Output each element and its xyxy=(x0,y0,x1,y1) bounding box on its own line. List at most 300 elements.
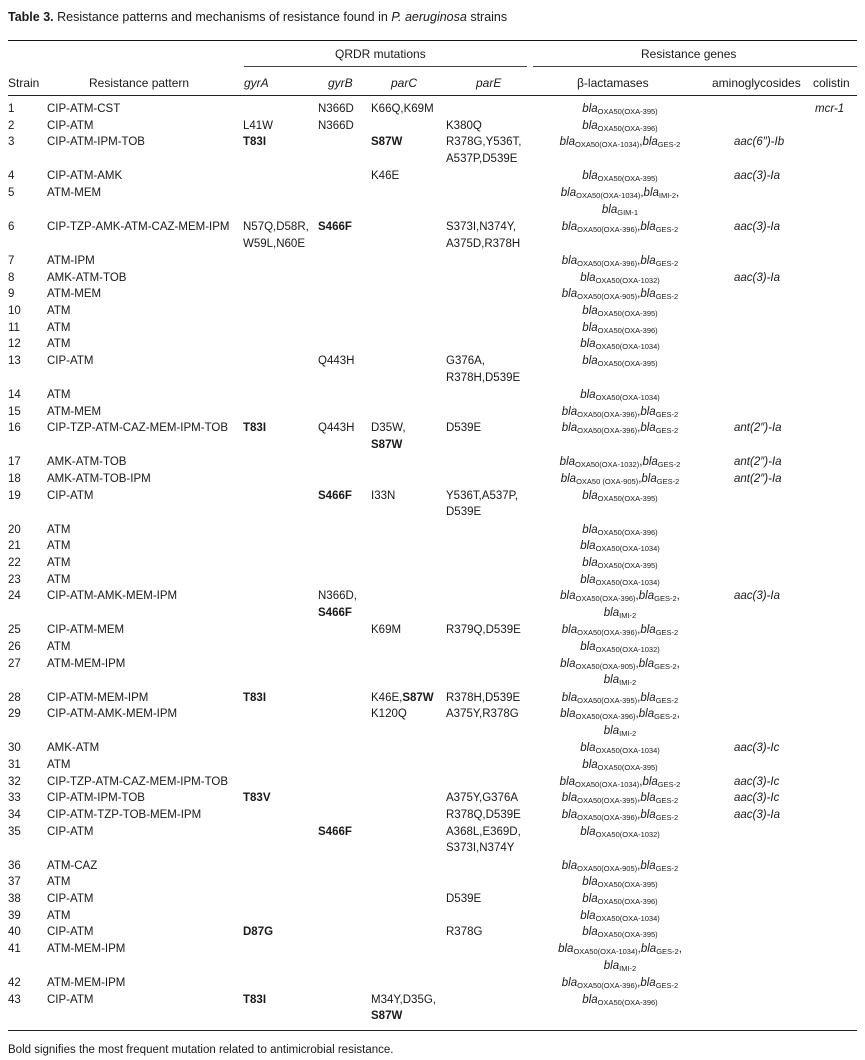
mutation-value: K380Q xyxy=(446,119,482,132)
header-parc: parC xyxy=(391,76,418,90)
gene-prefix: bla xyxy=(561,859,578,872)
strain-id: 5 xyxy=(8,187,15,199)
gene-prefix: bla xyxy=(582,556,598,569)
gene-variant: GES-2 xyxy=(655,980,679,990)
resistance-pattern: CIP-ATM-TZP-TOB-MEM-IPM xyxy=(47,808,202,821)
aminoglycoside-gene: aac(3)-Ic xyxy=(734,792,780,805)
gene-variant: OXA50(OXA-395) xyxy=(597,359,658,368)
gene-prefix: bla xyxy=(580,573,596,586)
gene-prefix: bla xyxy=(582,758,598,771)
gene-variant: OXA50(OXA-395) xyxy=(597,930,658,940)
gene-prefix: bla xyxy=(601,203,618,216)
gene-variant: OXA50(OXA-395) xyxy=(577,796,638,806)
aminoglycoside-gene: aac(3)-Ia xyxy=(734,170,781,183)
gene-variant: GES-2 xyxy=(655,292,679,302)
mutation-parc xyxy=(371,690,434,707)
strain-id: 41 xyxy=(8,943,21,955)
mutation-value: N366D, xyxy=(318,590,357,603)
gene-variant: OXA50(OXA-396) xyxy=(577,980,638,990)
gene-variant: OXA50(OXA-905) xyxy=(577,292,638,302)
gene-prefix: bla xyxy=(582,892,598,905)
strain-id: 21 xyxy=(8,540,21,553)
colistin-gene: mcr-1 xyxy=(815,103,845,115)
gene-variant: GES-2 xyxy=(656,947,679,956)
qrdr-group-rule xyxy=(244,66,527,67)
mutation-parc xyxy=(371,1008,402,1025)
gene-variant: GES-2 xyxy=(655,695,679,705)
gene-variant: GES-2 xyxy=(657,140,681,150)
resistance-pattern: CIP-ATM-AMK-MEM-IPM xyxy=(47,590,178,603)
frequent-mutation: D87G xyxy=(243,926,274,939)
gene-variant: OXA50(OXA-396) xyxy=(597,123,658,133)
bottom-rule xyxy=(8,1030,857,1031)
gene-variant: OXA50(OXA-396) xyxy=(597,325,658,335)
mutation-pare xyxy=(446,151,517,168)
strain-id: 35 xyxy=(8,825,21,838)
resistance-pattern: CIP-ATM xyxy=(47,825,94,838)
gene-variant: OXA50(OXA-395) xyxy=(597,107,658,116)
mutation-value: R378H,D539E xyxy=(446,691,521,704)
gene-variant: OXA50(OXA-395) xyxy=(577,695,638,705)
mutation-pare xyxy=(446,504,481,521)
gene-prefix: bla xyxy=(561,808,578,821)
mutation-pare xyxy=(446,370,520,387)
gene-variant: OXA50(OXA-1034) xyxy=(576,191,641,200)
gene-variant: OXA50(OXA-395) xyxy=(597,560,658,570)
resistance-pattern: ATM xyxy=(47,556,71,569)
mutation-value: K46E xyxy=(371,170,400,183)
gene-variant: OXA50(OXA-396) xyxy=(577,812,638,822)
gene-variant: GES-2 xyxy=(655,409,679,419)
gene-prefix: bla xyxy=(640,792,656,805)
resistance-pattern: CIP-ATM-CST xyxy=(47,103,121,115)
gene-variant: IMI-2 xyxy=(619,963,637,973)
gene-variant: IMI-2 xyxy=(619,728,637,738)
beta-lactamase-genes: bla$_{OXA50(OXA-1034)}$,bla$_{GES-2}$ xyxy=(559,136,681,150)
strain-id: 12 xyxy=(8,338,21,351)
resistance-pattern: AMK-ATM-TOB xyxy=(47,271,127,284)
strain-id: 26 xyxy=(8,640,21,653)
gene-variant: GES-2 xyxy=(655,258,679,268)
header-genes-group: Resistance genes xyxy=(641,47,737,61)
resistance-pattern: ATM-MEM xyxy=(47,187,102,199)
strain-id: 17 xyxy=(8,456,21,469)
frequent-mutation: T83I xyxy=(243,422,267,435)
frequent-mutation: S87W xyxy=(402,691,434,704)
header-strain: Strain xyxy=(8,76,40,90)
beta-lactamase-genes: bla$_{OXA50(OXA-1034)}$,bla$_{GES-2}$ xyxy=(559,775,681,789)
mutation-value: Q443H xyxy=(318,422,355,435)
frequent-mutation: S466F xyxy=(318,825,352,838)
mutation-pare xyxy=(446,134,521,151)
beta-lactamase-genes: bla$_{OXA50(OXA-396)}$,bla$_{GES-2}$ xyxy=(561,405,679,419)
strain-id: 38 xyxy=(8,892,21,905)
strain-id: 15 xyxy=(8,405,21,418)
gene-variant: OXA50(OXA-1032) xyxy=(595,829,660,839)
top-rule xyxy=(8,40,857,41)
resistance-pattern: ATM xyxy=(47,388,71,401)
strain-id: 4 xyxy=(8,170,15,183)
beta-lactamase-genes xyxy=(520,488,720,508)
strain-id: 27 xyxy=(8,657,21,670)
gene-variant: GES-2 xyxy=(655,628,679,638)
mutation-value: Y536T,A537P, xyxy=(446,489,519,502)
gene-variant: GES-2 xyxy=(654,594,677,604)
gene-prefix: bla xyxy=(643,187,659,199)
strain-id: 7 xyxy=(8,254,15,267)
resistance-pattern: CIP-ATM-MEM xyxy=(47,624,125,637)
mutation-value: L41W xyxy=(243,119,274,132)
mutation-value: A368L,E369D, xyxy=(446,825,521,838)
mutation-gyra xyxy=(243,790,271,807)
mutation-parc xyxy=(371,706,407,723)
mutation-value: S373I,N374Y, xyxy=(446,220,517,233)
resistance-pattern: ATM xyxy=(47,640,71,653)
resistance-pattern: CIP-ATM-AMK-MEM-IPM xyxy=(47,708,178,721)
strain-id: 11 xyxy=(8,321,20,334)
mutation-value: R378H,D539E xyxy=(446,371,521,384)
gene-prefix: bla xyxy=(582,304,598,317)
gene-variant: OXA50(OXA-1034) xyxy=(595,392,660,402)
strain-id: 36 xyxy=(8,859,21,872)
mutation-gyrb xyxy=(318,588,357,605)
mutation-value: D539E xyxy=(446,506,482,519)
header-beta-lactamases: β-lactamases xyxy=(577,76,649,90)
beta-lactamase-genes: bla$_{OXA50(OXA-905)}$,bla$_{GES-2}$, xyxy=(560,657,680,671)
gene-variant: OXA50(OXA-1032) xyxy=(595,644,660,654)
mutation-value: A537P,D539E xyxy=(446,153,518,166)
mutation-pare xyxy=(446,219,516,236)
mutation-value: G376A, xyxy=(446,355,485,367)
mutation-parc xyxy=(371,488,395,505)
gene-prefix: bla xyxy=(561,976,578,989)
gene-variant: OXA50(OXA-396) xyxy=(575,712,636,722)
gene-variant: OXA50(OXA-1034) xyxy=(573,947,638,956)
gene-variant: OXA50(OXA-396) xyxy=(597,997,658,1007)
gene-prefix: bla xyxy=(640,943,657,955)
beta-lactamase-genes: bla$_{OXA50(OXA-1034)}$,bla$_{IMI-2}$, xyxy=(560,187,680,200)
mutation-value: S373I,N374Y xyxy=(446,842,515,855)
resistance-pattern: CIP-ATM xyxy=(47,119,94,132)
strain-id: 14 xyxy=(8,388,21,401)
strain-id: 31 xyxy=(8,758,21,771)
strain-id: 39 xyxy=(8,909,21,922)
gene-variant: GES-2 xyxy=(656,476,680,486)
gene-variant: OXA50(OXA-1034) xyxy=(595,577,660,587)
strain-id: 16 xyxy=(8,422,21,435)
aminoglycoside-gene: aac(3)-Ia xyxy=(734,220,781,233)
aminoglycoside-gene: aac(3)-Ic xyxy=(734,775,780,788)
strain-id: 3 xyxy=(8,136,15,149)
beta-lactamase-genes: bla$_{OXA50 (OXA-905)}$,bla$_{GES-2}$ xyxy=(560,472,680,486)
mutation-gyra xyxy=(243,992,266,1009)
frequent-mutation: T83V xyxy=(243,792,271,805)
resistance-pattern: ATM xyxy=(47,338,71,351)
strain-id: 24 xyxy=(8,590,21,603)
gene-prefix: bla xyxy=(582,489,598,502)
gene-variant: GES-2 xyxy=(655,224,679,234)
gene-prefix: bla xyxy=(560,708,576,721)
resistance-pattern: ATM-MEM xyxy=(47,288,102,301)
resistance-pattern: ATM xyxy=(47,876,71,889)
mutation-value: R378Q,D539E xyxy=(446,808,521,821)
strain-id: 23 xyxy=(8,573,21,586)
gene-prefix: bla xyxy=(561,624,578,637)
header-gyrb: gyrB xyxy=(328,76,353,90)
gene-variant: IMI-2 xyxy=(619,678,637,688)
gene-prefix: bla xyxy=(582,926,598,939)
resistance-pattern: ATM xyxy=(47,573,71,586)
mutation-gyra xyxy=(243,134,266,151)
frequent-mutation: S87W xyxy=(371,1010,403,1023)
resistance-pattern: CIP-TZP-AMK-ATM-CAZ-MEM-IPM xyxy=(47,220,230,233)
beta-lactamase-genes: bla$_{OXA50(OXA-396)}$,bla$_{GES-2}$, xyxy=(560,590,680,604)
gene-variant: OXA50(OXA-396) xyxy=(597,527,658,537)
frequent-mutation: T83I xyxy=(243,691,267,704)
frequent-mutation: S87W xyxy=(371,136,403,149)
resistance-pattern: ATM xyxy=(47,304,71,317)
gene-variant: GES-2 xyxy=(655,863,679,873)
mutation-value: K46E, xyxy=(371,691,403,704)
gene-prefix: bla xyxy=(582,876,598,889)
frequent-mutation: S87W xyxy=(371,439,403,451)
gene-prefix: bla xyxy=(561,405,578,418)
frequent-mutation: T83I xyxy=(243,136,267,149)
resistance-pattern: ATM xyxy=(47,523,71,536)
mutation-pare xyxy=(446,622,521,639)
header-resistance-pattern: Resistance pattern xyxy=(89,76,190,90)
strain-id: 34 xyxy=(8,808,21,821)
gene-variant: OXA50(OXA-396) xyxy=(577,224,638,234)
mutation-pare xyxy=(446,706,519,723)
gene-prefix: bla xyxy=(642,775,658,788)
mutation-gyra xyxy=(243,118,273,135)
gene-prefix: bla xyxy=(561,792,578,805)
beta-lactamase-genes xyxy=(520,824,720,844)
strain-id: 25 xyxy=(8,624,21,637)
gene-variant: OXA50(OXA-905) xyxy=(577,863,638,873)
mutation-parc xyxy=(371,420,406,437)
gene-prefix: bla xyxy=(638,708,655,721)
gene-prefix: bla xyxy=(603,959,620,972)
gene-prefix: bla xyxy=(640,691,656,704)
gene-prefix: bla xyxy=(638,657,655,670)
gene-variant: GES-2 xyxy=(657,460,681,470)
mutation-gyrb xyxy=(318,488,352,505)
gene-prefix: bla xyxy=(582,355,598,367)
resistance-pattern: ATM-MEM-IPM xyxy=(47,657,126,670)
mutation-pare xyxy=(446,824,521,841)
gene-prefix: bla xyxy=(558,943,574,955)
gene-variant: OXA50(OXA-396) xyxy=(597,896,658,906)
resistance-pattern: ATM xyxy=(47,909,71,922)
mutation-pare xyxy=(446,420,481,437)
mutation-parc xyxy=(371,101,434,118)
mutation-gyra xyxy=(243,420,266,437)
mutation-parc xyxy=(371,622,401,639)
mutation-value: R378G xyxy=(446,926,483,939)
mutation-gyrb xyxy=(318,353,354,370)
mutation-parc xyxy=(371,992,436,1009)
strain-id: 13 xyxy=(8,355,21,367)
mutation-pare xyxy=(446,488,518,505)
mutation-pare xyxy=(446,236,520,253)
gene-prefix: bla xyxy=(642,456,658,469)
gene-prefix: bla xyxy=(582,170,598,183)
strain-id: 40 xyxy=(8,926,21,939)
beta-lactamase-genes: bla$_{OXA50(OXA-905)}$,bla$_{GES-2}$ xyxy=(561,859,679,873)
aminoglycoside-gene: aac(3)-Ic xyxy=(734,742,780,755)
mutation-pare xyxy=(446,790,518,807)
gene-prefix: bla xyxy=(640,254,656,267)
mutation-gyra xyxy=(243,690,266,707)
strain-id: 18 xyxy=(8,472,21,485)
mutation-pare xyxy=(446,891,481,908)
gene-prefix: bla xyxy=(640,288,656,301)
mutation-pare xyxy=(446,840,514,857)
gene-prefix: bla xyxy=(582,103,598,115)
gene-prefix: bla xyxy=(560,657,576,670)
genes-group-rule xyxy=(533,66,857,67)
header-aminoglycosides: aminoglycosides xyxy=(712,76,801,90)
resistance-pattern: CIP-ATM xyxy=(47,355,94,367)
mutation-value: D539E xyxy=(446,422,482,435)
mutation-value: N57Q,D58R, xyxy=(243,220,309,233)
beta-lactamase-genes: bla$_{OXA50(OXA-395)}$,bla$_{GES-2}$ xyxy=(561,691,679,705)
gene-prefix: bla xyxy=(603,607,620,619)
gene-variant: OXA50(OXA-396) xyxy=(575,594,636,604)
strain-id: 22 xyxy=(8,556,21,569)
beta-lactamase-genes: bla$_{OXA50(OXA-395)}$,bla$_{GES-2}$ xyxy=(561,792,679,806)
mutation-gyrb xyxy=(318,118,354,135)
resistance-pattern: ATM-MEM-IPM xyxy=(47,943,126,955)
resistance-pattern: CIP-ATM xyxy=(47,892,94,905)
gene-prefix: bla xyxy=(561,254,578,267)
mutation-value: N366D xyxy=(318,119,354,132)
beta-lactamase-genes: bla$_{OXA50(OXA-396)}$,bla$_{GES-2}$ xyxy=(561,624,679,638)
gene-prefix: bla xyxy=(580,540,596,553)
mutation-gyrb xyxy=(318,824,352,841)
table-footnote: Bold signifies the most frequent mutation related to antimicrobial resistance. xyxy=(8,1044,394,1056)
mutation-gyrb xyxy=(318,101,354,118)
gene-prefix: bla xyxy=(582,321,598,334)
resistance-pattern: CIP-TZP-ATM-CAZ-MEM-IPM-TOB xyxy=(47,422,228,435)
beta-lactamase-genes: bla$_{OXA50(OXA-1032)}$,bla$_{GES-2}$ xyxy=(559,456,681,470)
gene-prefix: bla xyxy=(580,338,596,351)
resistance-pattern: CIP-ATM-MEM-IPM xyxy=(47,691,149,704)
gene-variant: OXA50(OXA-1034) xyxy=(595,913,660,923)
beta-lactamase-genes: bla$_{OXA50(OXA-396)}$,bla$_{GES-2}$ xyxy=(561,808,679,822)
frequent-mutation: S466F xyxy=(318,489,352,502)
gene-prefix: bla xyxy=(560,472,577,485)
gene-prefix: bla xyxy=(582,119,598,132)
gene-prefix: bla xyxy=(580,825,596,838)
mutation-value: A375D,R378H xyxy=(446,237,521,250)
header-rule xyxy=(8,95,857,96)
aminoglycoside-gene: ant(2″)-Ia xyxy=(734,422,782,435)
gene-prefix: bla xyxy=(560,590,576,603)
strain-id: 2 xyxy=(8,119,15,132)
gene-variant: OXA50(OXA-1032) xyxy=(575,460,640,470)
strain-id: 32 xyxy=(8,775,21,788)
resistance-pattern: CIP-ATM xyxy=(47,926,94,939)
gene-prefix: bla xyxy=(603,674,620,687)
gene-prefix: bla xyxy=(559,456,576,469)
beta-lactamase-genes xyxy=(520,992,720,1012)
mutation-value: Q443H xyxy=(318,355,355,367)
mutation-gyrb xyxy=(318,219,352,236)
resistance-pattern: ATM xyxy=(47,321,71,334)
mutation-value: D539E xyxy=(446,892,482,905)
strain-id: 8 xyxy=(8,271,15,284)
gene-prefix: bla xyxy=(642,136,658,149)
mutation-pare xyxy=(446,118,482,135)
mutation-value: K69M xyxy=(371,624,402,637)
resistance-pattern: ATM-IPM xyxy=(47,254,95,267)
frequent-mutation: T83I xyxy=(243,993,267,1006)
mutation-value: A375Y,R378G xyxy=(446,708,519,721)
resistance-pattern: CIP-TZP-ATM-CAZ-MEM-IPM-TOB xyxy=(47,775,228,788)
gene-variant: OXA50(OXA-396) xyxy=(577,258,638,268)
mutation-value: R378G,Y536T, xyxy=(446,136,522,149)
gene-prefix: bla xyxy=(580,909,596,922)
gene-variant: OXA50(OXA-395) xyxy=(597,880,658,890)
frequent-mutation: S466F xyxy=(318,607,352,619)
gene-prefix: bla xyxy=(603,724,620,737)
gene-variant: OXA50(OXA-395) xyxy=(597,174,658,184)
gene-prefix: bla xyxy=(580,388,596,401)
resistance-pattern: AMK-ATM-TOB xyxy=(47,456,127,469)
gene-variant: OXA50(OXA-1034) xyxy=(575,140,640,150)
beta-lactamase-genes: bla$_{OXA50(OXA-396)}$,bla$_{GES-2}$ xyxy=(561,254,679,268)
gene-variant: OXA50(OXA-1034) xyxy=(595,342,660,352)
gene-variant: OXA50(OXA-396) xyxy=(577,628,638,638)
gene-variant: GIM-1 xyxy=(617,207,639,217)
gene-variant: GES-2 xyxy=(657,779,681,789)
strain-id: 30 xyxy=(8,742,21,755)
header-qrdr-group: QRDR mutations xyxy=(335,47,426,61)
strain-id: 33 xyxy=(8,792,21,805)
gene-prefix: bla xyxy=(640,976,656,989)
mutation-value: R379Q,D539E xyxy=(446,624,521,637)
strain-id: 37 xyxy=(8,876,21,889)
gene-prefix: bla xyxy=(580,742,596,755)
aminoglycoside-gene: aac(6″)-Ib xyxy=(734,136,785,149)
gene-prefix: bla xyxy=(561,220,578,233)
beta-lactamase-genes: bla$_{OXA50(OXA-905)}$,bla$_{GES-2}$ xyxy=(561,288,679,302)
resistance-pattern: ATM-MEM-IPM xyxy=(47,976,126,989)
gene-variant: GES-2 xyxy=(654,712,677,722)
resistance-pattern: ATM-CAZ xyxy=(47,859,98,872)
mutation-value: D35W, xyxy=(371,422,406,435)
gene-prefix: bla xyxy=(638,590,655,603)
gene-variant: OXA50(OXA-1034) xyxy=(575,779,640,789)
resistance-pattern: CIP-ATM xyxy=(47,993,94,1006)
beta-lactamase-genes: bla$_{OXA50(OXA-396)}$,bla$_{GES-2}$, xyxy=(560,708,680,722)
beta-lactamase-genes xyxy=(520,353,720,373)
mutation-pare xyxy=(446,353,485,370)
gene-prefix: bla xyxy=(561,422,578,435)
mutation-gyrb xyxy=(318,420,354,437)
gene-prefix: bla xyxy=(582,993,598,1006)
mutation-value: I33N xyxy=(371,489,396,502)
gene-variant: OXA50(OXA-905) xyxy=(575,661,636,671)
mutation-pare xyxy=(446,924,482,941)
gene-prefix: bla xyxy=(640,220,656,233)
aminoglycoside-gene: ant(2″)-Ia xyxy=(734,456,782,469)
gene-variant: OXA50(OXA-395) xyxy=(597,493,658,503)
gene-variant: OXA50 (OXA-905) xyxy=(576,476,639,486)
